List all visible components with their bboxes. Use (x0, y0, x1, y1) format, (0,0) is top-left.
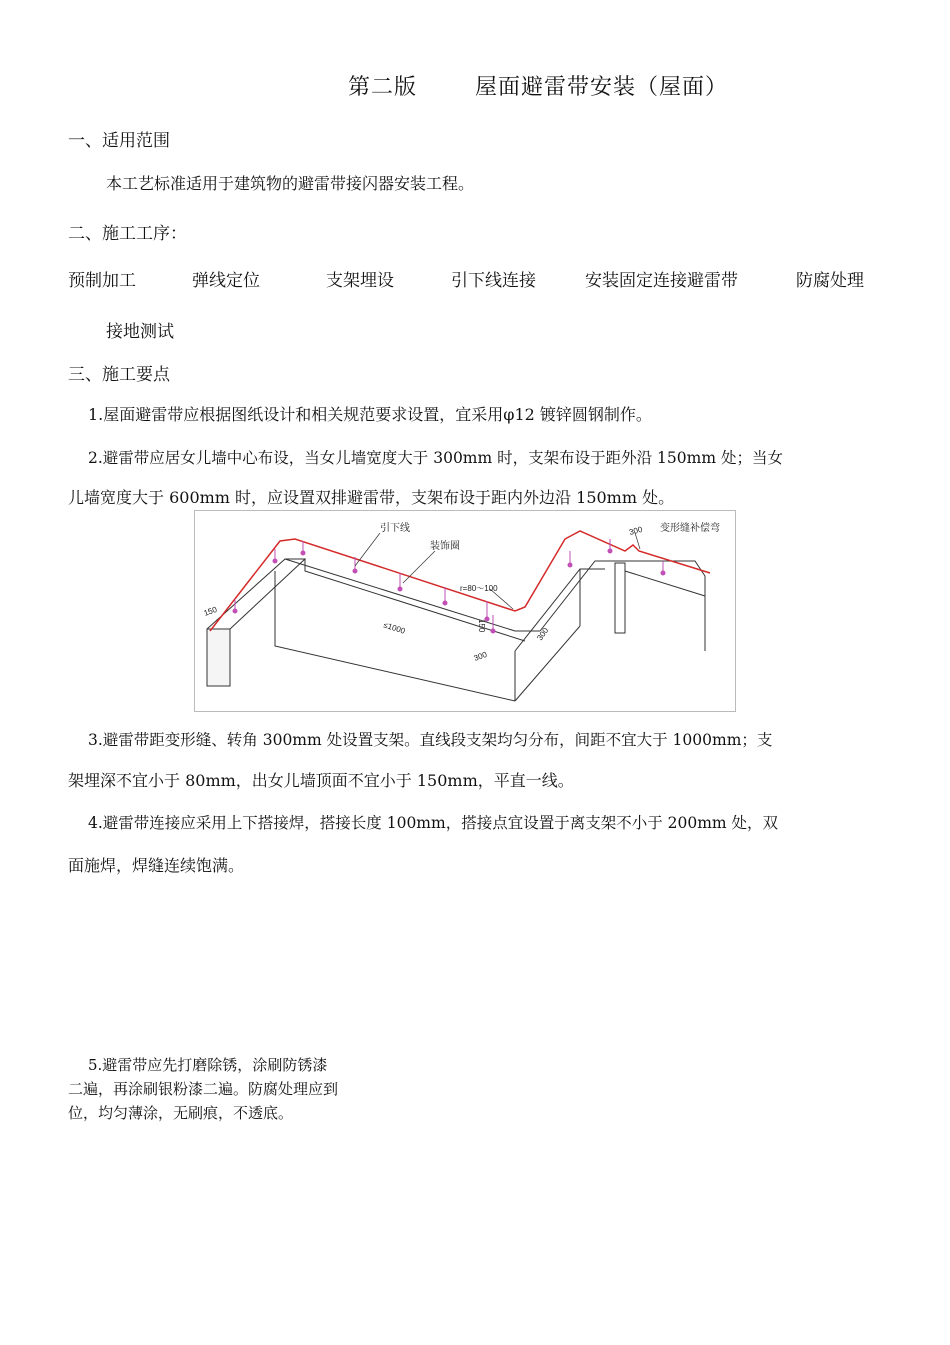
lightning-conductor (210, 531, 710, 631)
page-title (348, 70, 728, 101)
point-5-text: 5.避雷带应先打磨除锈，涂刷防锈漆二遍，再涂刷银粉漆二遍。防腐处理应到位，均匀薄涂，无刷痕，不透底。 (68, 1056, 339, 1122)
point-4-line2: 面施焊，焊缝连续饱满。 (68, 856, 245, 875)
wall-top-left (207, 559, 305, 629)
point-1: 1.屋面避雷带应根据图纸设计和相关规范要求设置，宜采用φ12 镀锌圆钢制作。 (88, 405, 652, 424)
step-item: 引下线连接 (451, 271, 536, 291)
section1-heading: 一、适用范围 (68, 131, 170, 151)
supports (233, 539, 665, 633)
wall-top-edge (285, 559, 540, 631)
lightning-belt-diagram (194, 510, 736, 712)
wall-right-outline (540, 561, 705, 651)
label-radius: r=80～100 (460, 584, 498, 593)
step-item: 弹线定位 (192, 271, 260, 291)
point-5 (68, 1053, 338, 1125)
label-300-right: 300 (535, 626, 551, 643)
label-300-bottom: 300 (472, 649, 489, 663)
wall-rise-edge (515, 569, 605, 651)
label-150-mid: 150 (477, 619, 486, 633)
label-expansion: 变形缝补偿弯 (660, 523, 720, 534)
wall-bottom-rise (515, 626, 580, 701)
point-3-line2: 架埋深不宜小于 80mm，出女儿墙顶面不宜小于 150mm，平直一线。 (68, 771, 574, 790)
label-downlead: 引下线 (380, 523, 410, 534)
wall-end-face (207, 629, 230, 686)
step-item: 安装固定连接避雷带 (585, 271, 738, 291)
expansion-joint (615, 563, 625, 633)
label-ring: 装饰圈 (430, 541, 460, 552)
label-150-left: 150 (202, 604, 219, 618)
section2-heading: 二、施工工序： (68, 224, 187, 244)
diagram-svg (195, 511, 735, 711)
step-item: 支架埋设 (326, 271, 394, 291)
label-1000: ≤1000 (382, 620, 407, 636)
step-item: 防腐处理 (796, 271, 864, 291)
label-300-top: 300 (628, 524, 644, 537)
title-main: 屋面避雷带安装（屋面） (475, 75, 729, 100)
step-item: 预制加工 (68, 271, 136, 291)
section1-text: 本工艺标准适用于建筑物的避雷带接闪器安装工程。 (106, 174, 475, 193)
section3-heading: 三、施工要点 (68, 365, 170, 385)
step-item: 接地测试 (106, 322, 174, 342)
point-2-line2: 儿墙宽度大于 600mm 时，应设置双排避雷带，支架布设于距内外边沿 150mm 处。 (68, 488, 675, 507)
point-4-line1: 4.避雷带连接应采用上下搭接焊，搭接长度 100mm，搭接点宜设置于离支架不小于 200mm 处，双 (88, 814, 779, 832)
wall-right-top (625, 571, 705, 596)
point-3-line1: 3.避雷带距变形缝、转角 300mm 处设置支架。直线段支架均匀分布，间距不宜大于 1000mm；支 (88, 731, 773, 749)
title-version: 第二版 (348, 75, 418, 100)
point-2-line1: 2.避雷带应居女儿墙中心布设，当女儿墙宽度大于 300mm 时，支架布设于距外沿 150mm 处；当女 (88, 449, 783, 467)
